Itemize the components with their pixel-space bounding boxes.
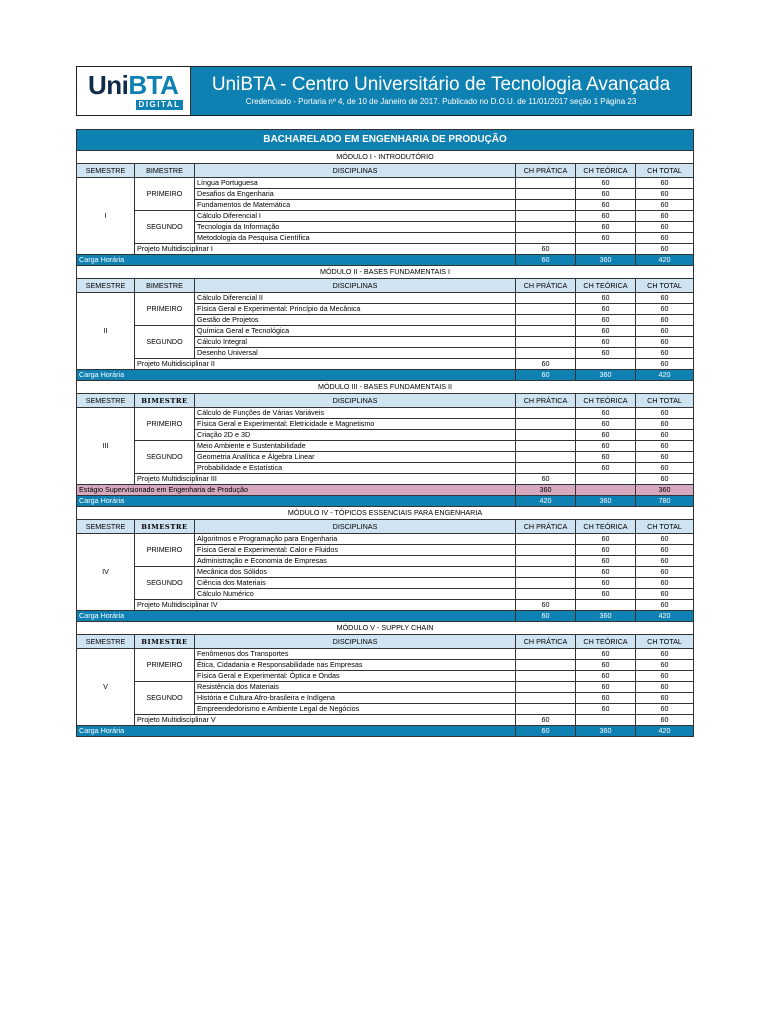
column-header-disciplinas: DISCIPLINAS bbox=[195, 635, 516, 649]
ch-teorica-cell: 60 bbox=[576, 211, 636, 222]
ch-teorica-cell: 60 bbox=[576, 452, 636, 463]
ch-teorica-cell: 60 bbox=[576, 222, 636, 233]
ch-teorica-cell: 60 bbox=[576, 326, 636, 337]
ch-teorica-cell: 60 bbox=[576, 430, 636, 441]
ch-total-cell: 60 bbox=[636, 189, 694, 200]
ch-total-cell: 60 bbox=[636, 671, 694, 682]
workload-label: Carga Horária bbox=[77, 726, 516, 737]
workload-total-row bbox=[77, 255, 694, 266]
ch-total-total: 780 bbox=[636, 496, 694, 507]
discipline-name: Desafios da Engenharia bbox=[195, 189, 516, 200]
bimestre-cell: SEGUNDO bbox=[135, 326, 195, 359]
ch-teorica-cell bbox=[576, 244, 636, 255]
column-header-ch-teorica: CH TEÓRICA bbox=[576, 279, 636, 293]
workload-label: Carga Horária bbox=[77, 255, 516, 266]
discipline-name: Desenho Universal bbox=[195, 348, 516, 359]
discipline-name: Química Geral e Tecnológica bbox=[195, 326, 516, 337]
module-title-row bbox=[77, 507, 694, 520]
column-header-disciplinas: DISCIPLINAS bbox=[195, 520, 516, 534]
ch-pratica-cell bbox=[516, 578, 576, 589]
semester-cell: I bbox=[77, 178, 135, 255]
ch-pratica-cell bbox=[516, 556, 576, 567]
bimestre-cell: SEGUNDO bbox=[135, 441, 195, 474]
ch-pratica-cell bbox=[516, 293, 576, 304]
ch-total-cell: 60 bbox=[636, 715, 694, 726]
ch-total-cell: 60 bbox=[636, 589, 694, 600]
ch-total-cell: 60 bbox=[636, 556, 694, 567]
ch-pratica-cell bbox=[516, 304, 576, 315]
project-row bbox=[77, 244, 694, 255]
ch-teorica-cell: 60 bbox=[576, 660, 636, 671]
discipline-name: Empreendedorismo e Ambiente Legal de Negócios bbox=[195, 704, 516, 715]
ch-total-cell: 60 bbox=[636, 359, 694, 370]
discipline-name: Física Geral e Experimental: Calor e Fluidos bbox=[195, 545, 516, 556]
subject-row bbox=[77, 567, 694, 578]
project-label: Projeto Multidisciplinar IV bbox=[135, 600, 516, 611]
ch-pratica-cell bbox=[516, 452, 576, 463]
bimestre-cell: PRIMEIRO bbox=[135, 649, 195, 682]
column-header-semestre: SEMESTRE bbox=[77, 394, 135, 408]
module-title-row bbox=[77, 151, 694, 164]
ch-total-cell: 60 bbox=[636, 233, 694, 244]
ch-pratica-cell: 60 bbox=[516, 359, 576, 370]
ch-total-total: 420 bbox=[636, 255, 694, 266]
ch-teorica-cell bbox=[576, 715, 636, 726]
bimestre-cell: SEGUNDO bbox=[135, 567, 195, 600]
discipline-name: Cálculo Numérico bbox=[195, 589, 516, 600]
column-header-bimestre: BIMESTRE bbox=[135, 520, 195, 534]
ch-total-cell: 60 bbox=[636, 682, 694, 693]
ch-teorica-cell: 60 bbox=[576, 578, 636, 589]
discipline-name: Ciência dos Materiais bbox=[195, 578, 516, 589]
bimestre-cell: SEGUNDO bbox=[135, 211, 195, 244]
semester-cell: V bbox=[77, 649, 135, 726]
ch-pratica-cell bbox=[516, 545, 576, 556]
discipline-name: Geometria Analítica e Álgebra Linear bbox=[195, 452, 516, 463]
logo-uni-text: Uni bbox=[88, 70, 129, 100]
ch-teorica-cell: 60 bbox=[576, 682, 636, 693]
ch-total-cell: 60 bbox=[636, 534, 694, 545]
ch-teorica-cell: 60 bbox=[576, 315, 636, 326]
ch-pratica-cell bbox=[516, 660, 576, 671]
ch-teorica-cell: 60 bbox=[576, 704, 636, 715]
ch-teorica-cell: 60 bbox=[576, 671, 636, 682]
curriculum-body bbox=[77, 130, 694, 737]
workload-label: Carga Horária bbox=[77, 370, 516, 381]
column-header-ch-teorica: CH TEÓRICA bbox=[576, 520, 636, 534]
ch-total-cell: 60 bbox=[636, 430, 694, 441]
ch-pratica-total: 60 bbox=[516, 611, 576, 622]
ch-teorica-cell: 60 bbox=[576, 178, 636, 189]
ch-pratica-cell: 60 bbox=[516, 600, 576, 611]
institution-title: UniBTA - Centro Universitário de Tecnologia Avançada bbox=[211, 74, 671, 95]
unibta-logo bbox=[77, 67, 191, 115]
subject-row bbox=[77, 649, 694, 660]
subject-row bbox=[77, 408, 694, 419]
ch-pratica-total: 60 bbox=[516, 370, 576, 381]
module-title: MÓDULO V - SUPPLY CHAIN bbox=[77, 622, 694, 635]
discipline-name: Resistência dos Materiais bbox=[195, 682, 516, 693]
column-header-ch-pratica: CH PRÁTICA bbox=[516, 520, 576, 534]
ch-teorica-cell: 60 bbox=[576, 408, 636, 419]
ch-pratica-total: 60 bbox=[516, 255, 576, 266]
subject-row bbox=[77, 178, 694, 189]
column-header-row bbox=[77, 164, 694, 178]
ch-pratica-cell bbox=[516, 567, 576, 578]
column-header-disciplinas: DISCIPLINAS bbox=[195, 394, 516, 408]
ch-teorica-cell: 60 bbox=[576, 556, 636, 567]
ch-teorica-cell bbox=[576, 485, 636, 496]
workload-total-row bbox=[77, 726, 694, 737]
ch-total-cell: 60 bbox=[636, 441, 694, 452]
ch-total-cell: 60 bbox=[636, 463, 694, 474]
ch-teorica-cell: 60 bbox=[576, 337, 636, 348]
ch-teorica-cell: 60 bbox=[576, 589, 636, 600]
workload-label: Carga Horária bbox=[77, 496, 516, 507]
ch-pratica-cell bbox=[516, 682, 576, 693]
ch-teorica-total: 360 bbox=[576, 255, 636, 266]
ch-pratica-cell: 60 bbox=[516, 244, 576, 255]
column-header-semestre: SEMESTRE bbox=[77, 164, 135, 178]
ch-total-cell: 60 bbox=[636, 315, 694, 326]
project-row bbox=[77, 715, 694, 726]
ch-total-cell: 60 bbox=[636, 545, 694, 556]
ch-pratica-total: 420 bbox=[516, 496, 576, 507]
project-row bbox=[77, 359, 694, 370]
column-header-ch-total: CH TOTAL bbox=[636, 635, 694, 649]
column-header-disciplinas: DISCIPLINAS bbox=[195, 164, 516, 178]
ch-total-cell: 60 bbox=[636, 244, 694, 255]
ch-total-cell: 60 bbox=[636, 337, 694, 348]
column-header-ch-total: CH TOTAL bbox=[636, 164, 694, 178]
subject-row bbox=[77, 326, 694, 337]
ch-pratica-cell bbox=[516, 222, 576, 233]
logo-bta-text: BTA bbox=[128, 70, 179, 100]
ch-total-cell: 60 bbox=[636, 178, 694, 189]
discipline-name: Fundamentos de Matemática bbox=[195, 200, 516, 211]
module-title: MÓDULO IV - TÓPICOS ESSENCIAIS PARA ENGENHARIA bbox=[77, 507, 694, 520]
column-header-ch-total: CH TOTAL bbox=[636, 279, 694, 293]
ch-teorica-cell: 60 bbox=[576, 233, 636, 244]
semester-cell: II bbox=[77, 293, 135, 370]
column-header-bimestre: BIMESTRE bbox=[135, 394, 195, 408]
ch-pratica-cell bbox=[516, 233, 576, 244]
discipline-name: Criação 2D e 3D bbox=[195, 430, 516, 441]
ch-pratica-cell bbox=[516, 693, 576, 704]
ch-teorica-cell: 60 bbox=[576, 649, 636, 660]
ch-total-total: 420 bbox=[636, 370, 694, 381]
column-header-ch-teorica: CH TEÓRICA bbox=[576, 635, 636, 649]
discipline-name: Física Geral e Experimental: Óptica e Ondas bbox=[195, 671, 516, 682]
institution-header bbox=[76, 66, 692, 116]
ch-pratica-cell bbox=[516, 589, 576, 600]
ch-total-total: 420 bbox=[636, 726, 694, 737]
ch-teorica-cell: 60 bbox=[576, 293, 636, 304]
module-title: MÓDULO II - BASES FUNDAMENTAIS I bbox=[77, 266, 694, 279]
ch-pratica-cell bbox=[516, 408, 576, 419]
program-title: BACHARELADO EM ENGENHARIA DE PRODUÇÃO bbox=[77, 130, 694, 151]
ch-total-cell: 60 bbox=[636, 348, 694, 359]
column-header-bimestre: BIMESTRE bbox=[135, 164, 195, 178]
discipline-name: Administração e Economia de Empresas bbox=[195, 556, 516, 567]
discipline-name: Mecânica dos Sólidos bbox=[195, 567, 516, 578]
column-header-row bbox=[77, 279, 694, 293]
module-title-row bbox=[77, 266, 694, 279]
ch-total-cell: 60 bbox=[636, 419, 694, 430]
semester-cell: IV bbox=[77, 534, 135, 611]
ch-teorica-cell: 60 bbox=[576, 304, 636, 315]
ch-pratica-cell bbox=[516, 430, 576, 441]
ch-total-cell: 60 bbox=[636, 326, 694, 337]
ch-total-cell: 60 bbox=[636, 304, 694, 315]
discipline-name: Meio Ambiente e Sustentabilidade bbox=[195, 441, 516, 452]
column-header-ch-teorica: CH TEÓRICA bbox=[576, 164, 636, 178]
ch-teorica-cell bbox=[576, 359, 636, 370]
module-title-row bbox=[77, 381, 694, 394]
column-header-row bbox=[77, 520, 694, 534]
ch-teorica-cell: 60 bbox=[576, 463, 636, 474]
column-header-bimestre: BIMESTRE bbox=[135, 635, 195, 649]
discipline-name: Ética, Cidadania e Responsabilidade nas Empresas bbox=[195, 660, 516, 671]
column-header-semestre: SEMESTRE bbox=[77, 635, 135, 649]
logo-wordmark bbox=[88, 70, 178, 100]
ch-teorica-cell: 60 bbox=[576, 189, 636, 200]
ch-pratica-cell bbox=[516, 211, 576, 222]
ch-total-cell: 60 bbox=[636, 452, 694, 463]
ch-pratica-cell: 360 bbox=[516, 485, 576, 496]
column-header-ch-pratica: CH PRÁTICA bbox=[516, 164, 576, 178]
project-row bbox=[77, 474, 694, 485]
discipline-name: Gestão de Projetos bbox=[195, 315, 516, 326]
column-header-bimestre: BIMESTRE bbox=[135, 279, 195, 293]
workload-total-row bbox=[77, 611, 694, 622]
accreditation-text: Credenciado - Portaria nº 4, de 10 de Janeiro de 2017. Publicado no D.O.U. de 11/01/2017 seção 1 Página 23 bbox=[245, 97, 637, 106]
ch-teorica-cell bbox=[576, 600, 636, 611]
ch-teorica-cell: 60 bbox=[576, 419, 636, 430]
column-header-ch-pratica: CH PRÁTICA bbox=[516, 279, 576, 293]
subject-row bbox=[77, 211, 694, 222]
subject-row bbox=[77, 441, 694, 452]
internship-row bbox=[77, 485, 694, 496]
ch-pratica-cell bbox=[516, 200, 576, 211]
project-label: Projeto Multidisciplinar V bbox=[135, 715, 516, 726]
ch-total-cell: 60 bbox=[636, 567, 694, 578]
ch-pratica-cell bbox=[516, 315, 576, 326]
ch-total-cell: 60 bbox=[636, 649, 694, 660]
ch-teorica-total: 360 bbox=[576, 496, 636, 507]
discipline-name: História e Cultura Afro-brasileira e Indígena bbox=[195, 693, 516, 704]
module-title: MÓDULO III - BASES FUNDAMENTAIS II bbox=[77, 381, 694, 394]
logo-digital-tag: DIGITAL bbox=[136, 100, 183, 110]
internship-label: Estágio Supervisionado em Engenharia de Produção bbox=[77, 485, 516, 496]
ch-pratica-cell bbox=[516, 419, 576, 430]
ch-pratica-cell bbox=[516, 337, 576, 348]
ch-total-cell: 60 bbox=[636, 408, 694, 419]
subject-row bbox=[77, 534, 694, 545]
discipline-name: Física Geral e Experimental: Eletricidade e Magnetismo bbox=[195, 419, 516, 430]
column-header-semestre: SEMESTRE bbox=[77, 279, 135, 293]
ch-total-cell: 360 bbox=[636, 485, 694, 496]
ch-total-cell: 60 bbox=[636, 200, 694, 211]
discipline-name: Tecnologia da Informação bbox=[195, 222, 516, 233]
subject-row bbox=[77, 293, 694, 304]
ch-total-total: 420 bbox=[636, 611, 694, 622]
column-header-ch-teorica: CH TEÓRICA bbox=[576, 394, 636, 408]
project-label: Projeto Multidisciplinar I bbox=[135, 244, 516, 255]
ch-pratica-total: 60 bbox=[516, 726, 576, 737]
ch-teorica-cell: 60 bbox=[576, 545, 636, 556]
ch-total-cell: 60 bbox=[636, 293, 694, 304]
ch-pratica-cell bbox=[516, 704, 576, 715]
ch-total-cell: 60 bbox=[636, 704, 694, 715]
column-header-semestre: SEMESTRE bbox=[77, 520, 135, 534]
ch-pratica-cell: 60 bbox=[516, 715, 576, 726]
ch-pratica-cell bbox=[516, 189, 576, 200]
ch-teorica-cell: 60 bbox=[576, 693, 636, 704]
ch-total-cell: 60 bbox=[636, 693, 694, 704]
column-header-ch-pratica: CH PRÁTICA bbox=[516, 635, 576, 649]
workload-total-row bbox=[77, 370, 694, 381]
discipline-name: Língua Portuguesa bbox=[195, 178, 516, 189]
ch-total-cell: 60 bbox=[636, 222, 694, 233]
bimestre-cell: SEGUNDO bbox=[135, 682, 195, 715]
ch-teorica-cell: 60 bbox=[576, 200, 636, 211]
column-header-disciplinas: DISCIPLINAS bbox=[195, 279, 516, 293]
ch-total-cell: 60 bbox=[636, 211, 694, 222]
ch-total-cell: 60 bbox=[636, 660, 694, 671]
ch-teorica-total: 360 bbox=[576, 370, 636, 381]
module-title: MÓDULO I - INTRODUTÓRIO bbox=[77, 151, 694, 164]
project-label: Projeto Multidisciplinar III bbox=[135, 474, 516, 485]
ch-teorica-cell bbox=[576, 474, 636, 485]
bimestre-cell: PRIMEIRO bbox=[135, 178, 195, 211]
column-header-ch-pratica: CH PRÁTICA bbox=[516, 394, 576, 408]
bimestre-cell: PRIMEIRO bbox=[135, 534, 195, 567]
discipline-name: Cálculo Diferencial I bbox=[195, 211, 516, 222]
ch-pratica-cell bbox=[516, 178, 576, 189]
ch-pratica-cell bbox=[516, 348, 576, 359]
subject-row bbox=[77, 682, 694, 693]
ch-teorica-cell: 60 bbox=[576, 348, 636, 359]
module-title-row bbox=[77, 622, 694, 635]
ch-pratica-cell bbox=[516, 326, 576, 337]
project-label: Projeto Multidisciplinar II bbox=[135, 359, 516, 370]
ch-pratica-cell bbox=[516, 534, 576, 545]
semester-cell: III bbox=[77, 408, 135, 485]
discipline-name: Probabilidade e Estatística bbox=[195, 463, 516, 474]
ch-total-cell: 60 bbox=[636, 578, 694, 589]
discipline-name: Fenômenos dos Transportes bbox=[195, 649, 516, 660]
ch-total-cell: 60 bbox=[636, 474, 694, 485]
ch-teorica-total: 360 bbox=[576, 726, 636, 737]
column-header-ch-total: CH TOTAL bbox=[636, 520, 694, 534]
ch-teorica-cell: 60 bbox=[576, 534, 636, 545]
discipline-name: Física Geral e Experimental: Princípio da Mecânica bbox=[195, 304, 516, 315]
column-header-row bbox=[77, 635, 694, 649]
bimestre-cell: PRIMEIRO bbox=[135, 408, 195, 441]
discipline-name: Cálculo Integral bbox=[195, 337, 516, 348]
ch-pratica-cell bbox=[516, 441, 576, 452]
ch-teorica-cell: 60 bbox=[576, 441, 636, 452]
discipline-name: Algoritmos e Programação para Engenharia bbox=[195, 534, 516, 545]
column-header-row bbox=[77, 394, 694, 408]
header-banner bbox=[191, 67, 691, 115]
discipline-name: Cálculo Diferencial II bbox=[195, 293, 516, 304]
ch-pratica-cell: 60 bbox=[516, 474, 576, 485]
workload-label: Carga Horária bbox=[77, 611, 516, 622]
ch-teorica-total: 360 bbox=[576, 611, 636, 622]
project-row bbox=[77, 600, 694, 611]
ch-pratica-cell bbox=[516, 671, 576, 682]
ch-teorica-cell: 60 bbox=[576, 567, 636, 578]
column-header-ch-total: CH TOTAL bbox=[636, 394, 694, 408]
ch-pratica-cell bbox=[516, 463, 576, 474]
ch-total-cell: 60 bbox=[636, 600, 694, 611]
discipline-name: Metodologia da Pesquisa Científica bbox=[195, 233, 516, 244]
discipline-name: Cálculo de Funções de Várias Variáveis bbox=[195, 408, 516, 419]
workload-total-row bbox=[77, 496, 694, 507]
program-title-row bbox=[77, 130, 694, 151]
curriculum-table bbox=[76, 129, 694, 737]
bimestre-cell: PRIMEIRO bbox=[135, 293, 195, 326]
ch-pratica-cell bbox=[516, 649, 576, 660]
